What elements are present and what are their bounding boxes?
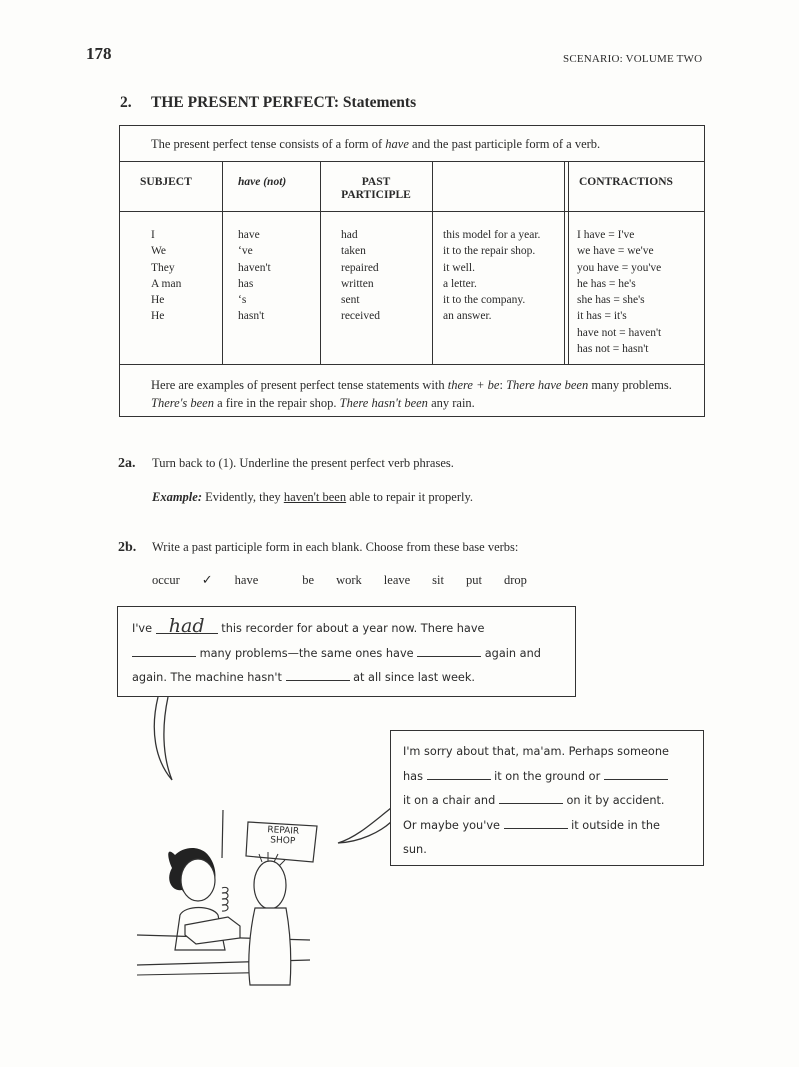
note-text: a fire in the repair shop. (213, 396, 340, 410)
bubble-text: again. The machine hasn't (132, 671, 286, 684)
bubble-text: many problems—the same ones have (196, 646, 418, 660)
speech-bubble-tail (154, 697, 172, 780)
running-head: SCENARIO: VOLUME TWO (563, 53, 703, 65)
sign-line: SHOP (269, 835, 296, 847)
bubble-text: it on a chair and (403, 794, 499, 807)
contraction-item: have not = haven't (577, 326, 662, 339)
customer-speech-bubble (117, 606, 576, 697)
cell-participle: written (341, 277, 374, 290)
bubble-text: I've (132, 622, 156, 635)
sign-line: REPAIR (267, 825, 300, 837)
example-label: Example: (152, 490, 202, 504)
contraction-item: we have = we've (577, 245, 654, 258)
intro-text-end: and the past participle form of a verb. (408, 137, 601, 151)
cell-have: hasn't (238, 310, 265, 323)
bubble-text: it outside in the (567, 818, 660, 832)
contraction-item: you have = you've (577, 261, 662, 274)
cell-object: it to the company. (443, 294, 526, 307)
verb-option: drop (503, 573, 527, 587)
cell-subject: They (151, 261, 175, 274)
section-title-text: THE PRESENT PERFECT: Statements (151, 94, 417, 111)
cell-have: ‘s (238, 294, 247, 307)
verb-option: work (336, 573, 362, 587)
page-number: 178 (86, 44, 112, 63)
cell-subject: He (151, 310, 165, 323)
header-have-not: have (not) (238, 176, 287, 188)
cell-participle: repaired (341, 261, 379, 274)
answer-blank[interactable] (504, 818, 568, 829)
note-italic: There hasn't been (339, 396, 428, 410)
exercise-instruction: Turn back to (1). Underline the present perfect verb phrases. (152, 456, 454, 470)
bubble-text: again and (481, 646, 541, 660)
cell-participle: had (341, 229, 358, 241)
verb-option: put (465, 573, 482, 587)
verb-option: be (302, 573, 315, 587)
header-subject: SUBJECT (140, 176, 192, 188)
note-text: any rain. (427, 396, 475, 410)
check-mark-icon: ✓ (201, 573, 213, 588)
intro-text: The present perfect tense consists of a form of (151, 137, 386, 151)
cell-participle: received (341, 310, 380, 323)
note-text: : (499, 378, 507, 392)
contraction-item: he has = he's (577, 277, 636, 290)
cell-subject: I (151, 229, 155, 241)
bubble-text: I'm sorry about that, ma'am. Perhaps someone (403, 745, 669, 758)
man-body (249, 908, 291, 985)
exercise-instruction: Write a past participle form in each blank. Choose from these base verbs: (152, 540, 519, 554)
cell-object: a letter. (443, 277, 477, 290)
sign-text (258, 825, 309, 848)
cell-object: it to the repair shop. (443, 245, 536, 258)
bubble-text: it on the ground or (490, 769, 604, 783)
answer-blank[interactable] (604, 769, 668, 780)
man-head (254, 861, 286, 909)
note-text: many problems. (588, 378, 672, 392)
cell-subject: He (151, 294, 165, 307)
woman-face (181, 859, 215, 901)
cell-object: it well. (443, 261, 475, 274)
answer-blank[interactable] (417, 646, 481, 657)
answer-blank[interactable] (286, 670, 350, 681)
cell-object: an answer. (443, 310, 492, 323)
cell-have: haven't (238, 261, 271, 274)
bubble-text: at all since last week. (349, 671, 476, 684)
header-contractions: CONTRACTIONS (579, 176, 673, 188)
cell-have: have (238, 229, 260, 241)
answer-blank[interactable] (499, 793, 563, 804)
intro-italic: have (385, 137, 409, 151)
example-text-end: able to repair it properly. (346, 490, 474, 504)
cell-object: this model for a year. (443, 229, 541, 241)
answer-blank[interactable] (132, 646, 196, 657)
header-past: PAST (361, 176, 391, 188)
example-underlined: haven't been (283, 490, 347, 504)
wall-edge (222, 810, 223, 858)
note-italic: There's been (151, 396, 214, 410)
verb-option: sit (432, 573, 444, 587)
spring-coil (222, 887, 228, 911)
note-text: Here are examples of present perfect tense statements with (151, 378, 448, 392)
speech-bubble-tail (338, 808, 391, 843)
cell-have: has (238, 277, 254, 290)
handwritten-answer[interactable]: had (156, 619, 218, 634)
cell-have: ‘ve (238, 245, 253, 258)
section-number: 2. (120, 94, 132, 111)
exercise-label: 2b. (118, 540, 137, 555)
cell-subject: We (151, 245, 167, 258)
verb-option: leave (383, 573, 411, 587)
contraction-item: has not = hasn't (577, 343, 649, 356)
cell-subject: A man (151, 277, 182, 290)
cell-participle: sent (341, 294, 360, 307)
contraction-item: she has = she's (577, 294, 645, 307)
verb-text: have (234, 573, 259, 587)
cell-participle: taken (341, 245, 366, 258)
bubble-text: this recorder for about a year now. There have (217, 622, 485, 635)
note-italic: There have been (506, 378, 589, 392)
bubble-text: Or maybe you've (403, 818, 504, 832)
contraction-item: I have = I've (577, 229, 635, 241)
note-italic: there + be (447, 378, 500, 392)
header-participle: PARTICIPLE (341, 189, 411, 201)
exercise-label: 2a. (118, 456, 136, 471)
bubble-text: has (403, 769, 427, 783)
example-text: Evidently, they (202, 490, 284, 504)
contraction-item: it has = it's (577, 310, 627, 323)
answer-blank[interactable] (427, 769, 491, 780)
bubble-text: sun. (403, 843, 427, 856)
clerk-speech-bubble (390, 730, 704, 866)
bubble-text: on it by accident. (562, 794, 665, 807)
verb-option: occur (152, 573, 180, 587)
